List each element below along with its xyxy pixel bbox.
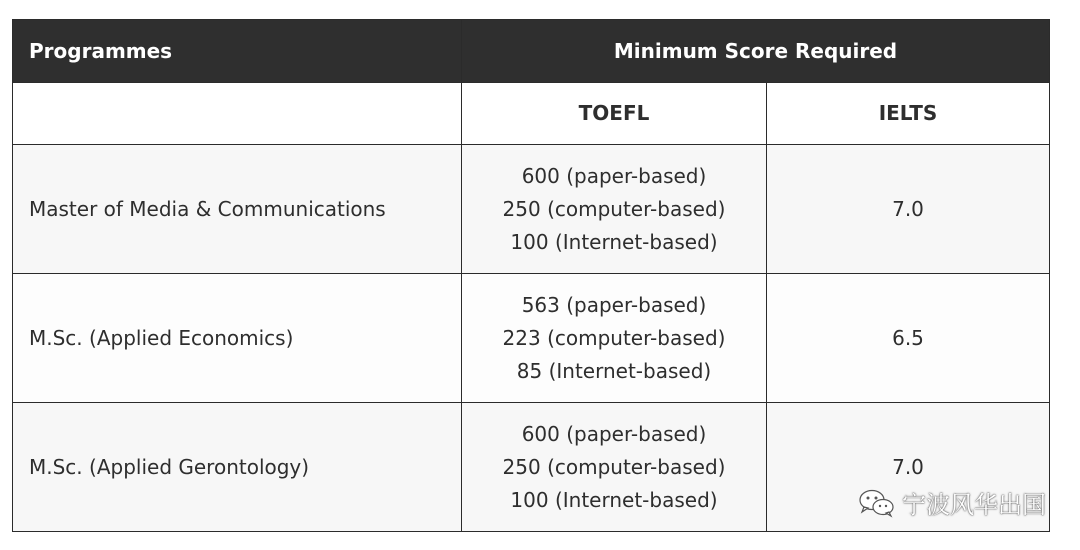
table-header-row	[13, 20, 1050, 83]
table-subheader-row	[13, 83, 1050, 145]
toefl-internet-score: 100 (Internet-based)	[510, 487, 718, 512]
toefl-paper-score: 600 (paper-based)	[521, 421, 707, 446]
ielts-score: 6.5	[767, 274, 1050, 403]
ielts-score: 7.0	[767, 145, 1050, 274]
header-minimum-score: Minimum Score Required	[462, 20, 1050, 83]
toefl-computer-score: 250 (computer-based)	[502, 454, 726, 479]
header-programmes: Programmes	[13, 20, 462, 83]
toefl-internet-score: 100 (Internet-based)	[510, 229, 718, 254]
toefl-paper-score: 563 (paper-based)	[521, 292, 707, 317]
ielts-score: 7.0	[767, 403, 1050, 532]
wechat-icon	[858, 488, 896, 518]
programme-name: Master of Media & Communications	[13, 145, 462, 274]
toefl-scores	[462, 274, 767, 403]
watermark	[858, 485, 1046, 520]
toefl-computer-score: 250 (computer-based)	[502, 196, 726, 221]
watermark-text: 宁波风华出国	[902, 491, 1046, 519]
subheader-ielts: IELTS	[767, 83, 1050, 145]
table-row	[13, 274, 1050, 403]
table-row	[13, 145, 1050, 274]
subheader-toefl: TOEFL	[462, 83, 767, 145]
subheader-blank	[13, 83, 462, 145]
toefl-internet-score: 85 (Internet-based)	[516, 358, 712, 383]
toefl-scores	[462, 145, 767, 274]
score-requirements-table	[12, 19, 1050, 532]
toefl-scores	[462, 403, 767, 532]
toefl-paper-score: 600 (paper-based)	[521, 163, 707, 188]
programme-name: M.Sc. (Applied Gerontology)	[13, 403, 462, 532]
programme-name: M.Sc. (Applied Economics)	[13, 274, 462, 403]
toefl-computer-score: 223 (computer-based)	[502, 325, 726, 350]
